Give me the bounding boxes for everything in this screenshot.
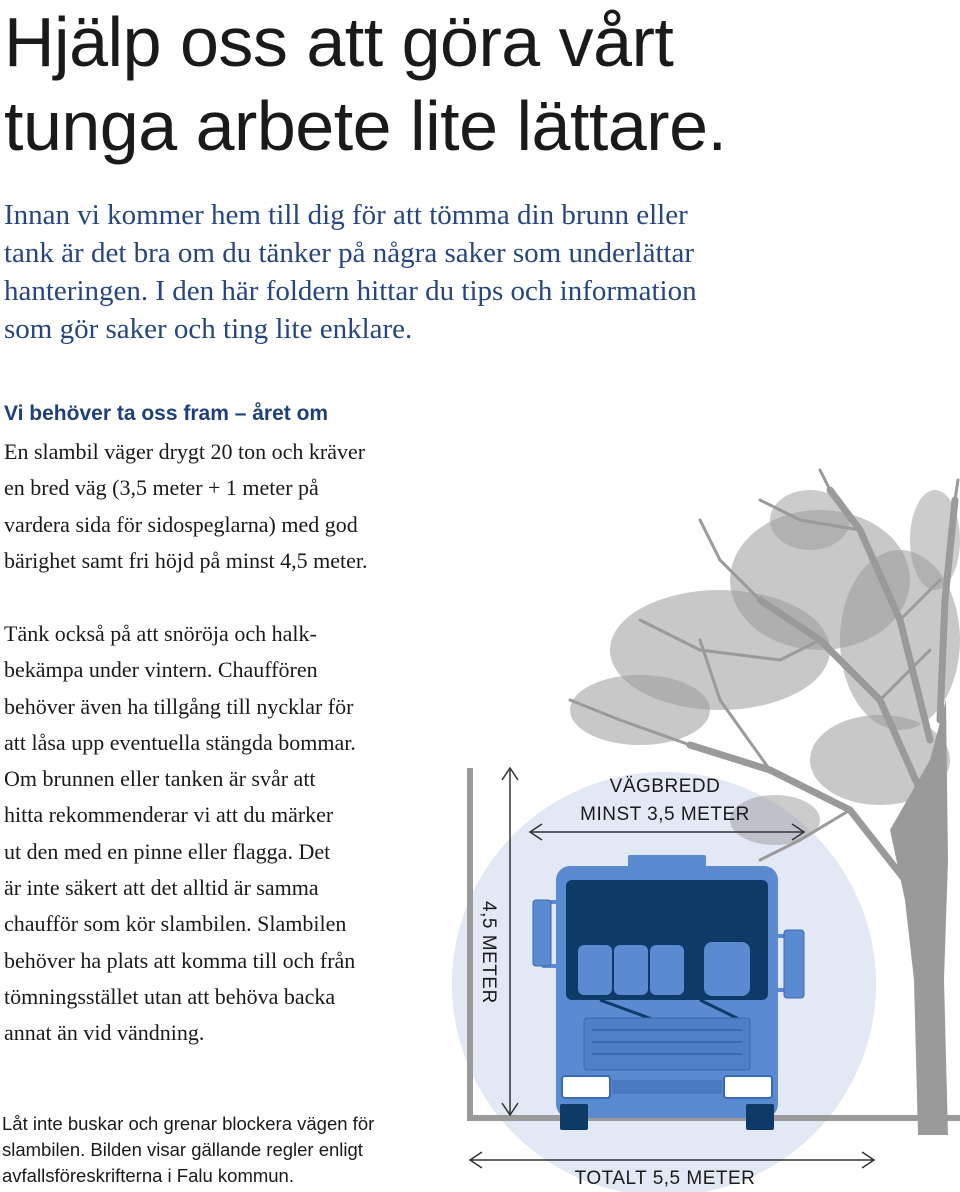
body-line: att låsa upp eventuella stängda bommar. [4, 729, 356, 755]
body-line: Om brunnen eller tanken är svår att [4, 766, 316, 792]
caption [2, 1111, 432, 1189]
caption-line: avfallsföreskrifterna i Falu kommun. [2, 1165, 294, 1186]
truck-icon [533, 855, 804, 1130]
body-line: tömningsstället utan att behöva backa [4, 983, 336, 1009]
intro-line: Innan vi kommer hem till dig för att tömma din brunn eller [4, 199, 688, 231]
body-line: vardera sida för sidospeglarna) med god [4, 511, 358, 537]
intro-line: som gör saker och ting lite enklare. [4, 313, 413, 345]
road-width-label-line-2: MINST 3,5 METER [580, 804, 750, 825]
body-line: ut den med en pinne eller flagga. Det [4, 838, 331, 864]
body-line: bekämpa under vintern. Chauffören [4, 657, 318, 683]
road-width-label-line-1: VÄGBREDD [609, 776, 721, 797]
total-width-label: TOTALT 5,5 METER [574, 1168, 756, 1189]
body-line: Tänk också på att snöröja och halk- [4, 621, 317, 646]
body-line: behöver ha plats att komma till och från [4, 947, 356, 973]
intro-line: hanteringen. I den här foldern hittar du tips och information [4, 275, 697, 307]
body-line: En slambil väger drygt 20 ton och kräver [4, 439, 366, 464]
headline-line-2: tunga arbete lite lättare. [4, 87, 727, 165]
body-line: är inte säkert att det alltid är samma [4, 875, 319, 901]
body-line: bärighet samt fri höjd på minst 4,5 meter. [4, 547, 368, 573]
body-line: en bred väg (3,5 meter + 1 meter på [4, 475, 319, 501]
caption-line: slambilen. Bilden visar gällande regler enligt [2, 1139, 363, 1160]
intro-line: tank är det bra om du tänker på några saker som underlättar [4, 237, 695, 269]
body-line: hitta rekommenderar vi att du märker [4, 802, 334, 828]
height-label: 4,5 METER [478, 901, 499, 1004]
body-line: annat än vid vändning. [4, 1020, 205, 1046]
section-subheading: Vi behöver ta oss fram – året om [4, 402, 329, 425]
body-line: behöver även ha tillgång till nycklar för [4, 693, 354, 719]
headline-line-1: Hjälp oss att göra vårt [4, 3, 674, 81]
caption-line: Låt inte buskar och grenar blockera vägen för [2, 1113, 375, 1134]
body-line: chaufför som kör slambilen. Slambilen [4, 911, 347, 937]
